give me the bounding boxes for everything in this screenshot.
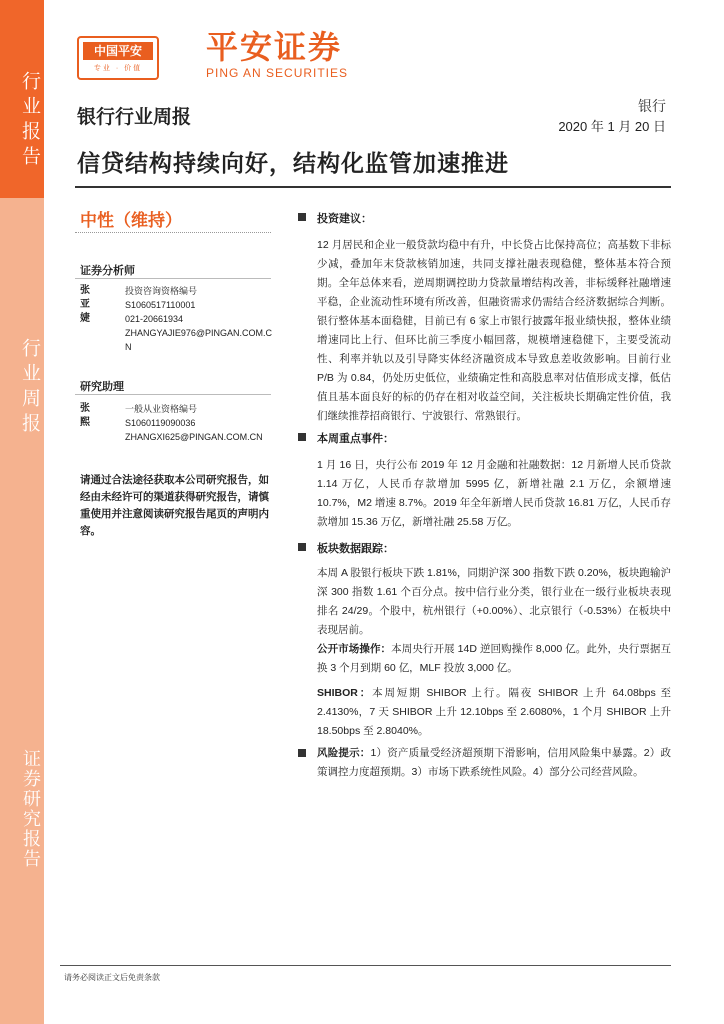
market-text: 本周央行开展 14D 逆回购操作 8,000 亿。此外，央行票据互换 3 个月到期 60 亿，MLF 投放 3,000 亿。 xyxy=(317,643,671,674)
analyst-heading: 证券分析师 xyxy=(80,265,135,277)
analyst-line: 021-20661934 xyxy=(125,314,184,324)
report-type: 银行行业周报 xyxy=(77,107,192,128)
bullet-icon xyxy=(298,543,306,551)
report-date: 2020 年 1 月 20 日 xyxy=(558,119,666,134)
sidebar-research-label: 证券研究报告 xyxy=(0,488,44,1024)
events-paragraph: 1 月 16 日，央行公布 2019 年 12 月金融和社融数据：12 月新增人民币贷款 1.14 万亿，人民币存款增加 5995 亿，新增社融 2.1 万亿，余额增速 10.7%，M2 增速 8.7%。2019 年全年新增人民币贷款 16.81 万亿，人民币存款增加 15.36 万亿，新增社融 25.58 万亿。 xyxy=(317,459,671,528)
disclaimer: 请通过合法途径获取本公司研究报告，如经由未经许可的渠道获得研究报告，请慎重使用并注意阅读研究报告尾页的声明内容。 xyxy=(80,474,269,537)
rating: 中性（维持） xyxy=(80,211,182,230)
events-heading: 本周重点事件： xyxy=(317,433,394,445)
bullet-icon xyxy=(298,213,306,221)
sidebar-report-subtype: 行业周报 xyxy=(0,198,44,488)
market-label: 公开市场操作： xyxy=(317,643,392,655)
page-title: 信贷结构持续向好，结构化监管加速推进 xyxy=(77,150,509,176)
track-paragraph: 本周 A 股银行板块下跌 1.81%，同期沪深 300 指数下跌 0.20%，板块跑输沪深 300 指数 1.61 个百分点。按中信行业分类，银行业在一级行业板块表现排名 24/29。个股中，杭州银行（+0.00%）、北京银行（-0.53%）在板块中表现居前。 xyxy=(317,567,671,636)
rating-divider xyxy=(75,232,271,233)
footer-note: 请务必阅读正文后免责条款 xyxy=(64,973,160,982)
assistant-heading: 研究助理 xyxy=(80,381,124,393)
invest-heading: 投资建议： xyxy=(317,213,372,225)
ping-an-insurance-logo: 中国平安 专业 · 价值 xyxy=(77,36,159,80)
industry-label: 银行 xyxy=(638,98,666,114)
track-heading: 板块数据跟踪： xyxy=(317,543,394,555)
shibor-text: 本周短期 SHIBOR 上行。隔夜 SHIBOR 上升 64.08bps 至 2.4130%，7 天 SHIBOR 上升 12.10bps 至 2.6080%，1 个月 SHIBOR 上升 18.50bps 至 2.8040%。 xyxy=(317,687,671,737)
assistant-line: S1060119090036 xyxy=(125,418,196,428)
assistant-name: 张熙 xyxy=(80,403,90,428)
sidebar-report-category: 行业报告 xyxy=(0,0,44,198)
risk-paragraph xyxy=(317,744,671,782)
risk-text: 1）资产质量受经济超预期下滑影响，信用风险集中暴露。2）政策调控力度超预期。3）市场下跌系统性风险。4）部分公司经营风险。 xyxy=(317,747,672,778)
risk-label: 风险提示： xyxy=(317,747,371,759)
analyst-divider xyxy=(75,278,271,279)
market-paragraph xyxy=(317,640,671,678)
bullet-icon xyxy=(298,749,306,757)
shibor-label: SHIBOR： xyxy=(317,687,373,699)
invest-paragraph: 12 月居民和企业一般贷款均稳中有升，中长贷占比保持高位；高基数下非标少减，叠加年末贷款核销加速，共同支撑社融表现稳健，整体基本符合预期。全年总体来看，逆周期调控助力贷款量增结构改善，非标缓释社融增速平稳，企业流动性环境有所改善，但融资需求仍需结合经济数据综合判断。银行整体基本面稳健，目前已有 6 家上市银行披露年报业绩快报，整体业绩增速同比上行、但环比前三季度小幅回落，规模增速稳健下，主要受流动性、利率并轨以及引导降实体经济融资成本导致息差收敛影响。目前行业 P/B 为 0.84，仍处历史低位，业绩确定性和高股息率对估值形成支撑，低估值且基本面良好的标的仍存在相对收益空间，关注板块长期确定性价值，我们继续推荐招商银行、宁波银行、常熟银行。 xyxy=(317,239,671,422)
analyst-name: 张亚婕 xyxy=(80,285,90,324)
footer-divider xyxy=(60,965,671,966)
bullet-icon xyxy=(298,433,306,441)
assistant-email: ZHANGXI625@PINGAN.COM.CN xyxy=(125,432,263,442)
ping-an-securities-logo: 平安证券 PING AN SECURITIES xyxy=(206,29,349,80)
analyst-line: S1060517110001 xyxy=(125,300,196,310)
assistant-divider xyxy=(75,394,271,395)
title-divider xyxy=(75,186,671,188)
analyst-email: ZHANGYAJIE976@PINGAN.COM.CN xyxy=(125,328,272,352)
analyst-line: 投资咨询资格编号 xyxy=(125,286,198,296)
assistant-line: 一般从业资格编号 xyxy=(125,404,198,414)
shibor-paragraph xyxy=(317,684,671,741)
